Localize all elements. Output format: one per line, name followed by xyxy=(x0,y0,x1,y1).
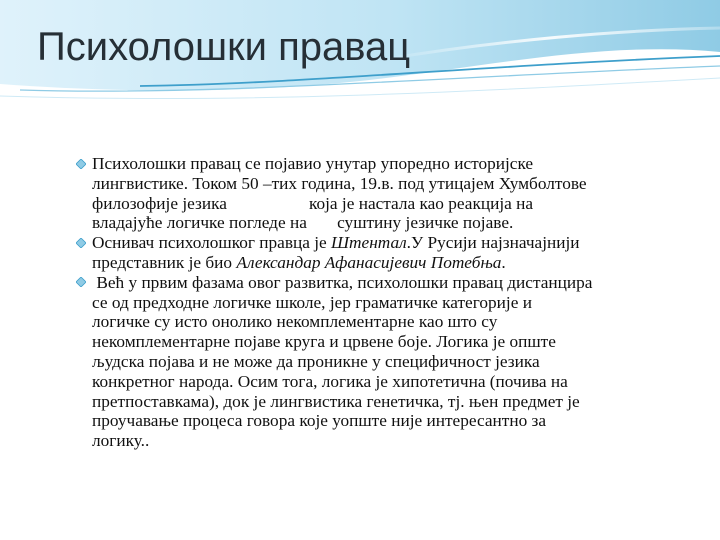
text-run: представник је био xyxy=(92,252,237,272)
text-run: . xyxy=(501,252,506,272)
bullet-item xyxy=(75,233,685,273)
bullet-text-line: се од предходне логичке школе, јер граматичке категорије и xyxy=(92,292,532,312)
bullet-text-line: логику.. xyxy=(92,431,150,451)
bullet-text-line: филозофије језика која је настала као реакција на xyxy=(92,193,534,213)
bullet-text-line: проучавање процеса говора које уопште није интересантно за xyxy=(92,411,547,431)
bullet-text-line xyxy=(92,233,685,253)
bullet-item xyxy=(75,154,685,233)
bullet-text-line: лингвистике. Током 50 –тих година, 19.в. под утицајем Хумболтове xyxy=(92,173,587,193)
bullet-text-line: конкретног народа. Осим тога, логика је хипотетична (почива на xyxy=(92,371,568,391)
bullet-text-line: Већ у првим фазама овог развитка, психолошки правац дистанцира xyxy=(92,272,593,292)
bullet-text-line: претпоставкама), док је лингвистика генетичка, тј. њен предмет је xyxy=(92,391,580,411)
person-name: Александар Афанасијевич Потебња xyxy=(236,252,502,272)
bullet-text-line xyxy=(92,253,685,273)
person-name: Штентал xyxy=(331,233,407,253)
text-run: .У Русији најзначајнији xyxy=(406,233,580,253)
bullet-text-line: некомплементарне појаве круга и црвене боје. Логика је опште xyxy=(92,332,556,352)
bullet-text-line: Психолошки правац се појавио унутар упоредно историјске xyxy=(92,154,534,173)
text-run: Оснивач психолошког правца је xyxy=(92,233,332,253)
bullet-text-line: логичке су исто онолико некомплементарне као што су xyxy=(92,312,498,332)
slide-body xyxy=(75,154,685,451)
bullet-list xyxy=(75,154,685,451)
bullet-text-line: владајуће логичке погледе на суштину језичке појаве. xyxy=(92,213,514,233)
bullet-item xyxy=(75,273,685,451)
bullet-text-line: људска појава и не може да проникне у специфичност језика xyxy=(92,351,540,371)
slide-title: Психолошки правац xyxy=(37,25,411,69)
diamond-bullet-icon xyxy=(75,277,86,288)
diamond-bullet-icon xyxy=(75,158,86,169)
diamond-bullet-icon xyxy=(75,237,86,248)
